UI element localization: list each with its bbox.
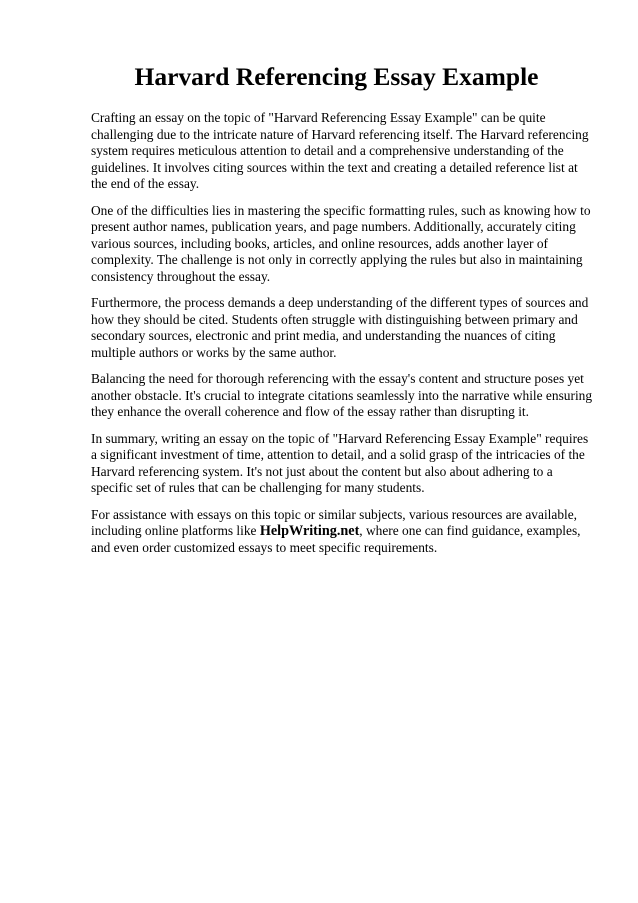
document-title: Harvard Referencing Essay Example <box>134 62 539 91</box>
helpwriting-brand: HelpWriting.net <box>259 523 360 539</box>
paragraph-difficulties: One of the difficulties lies in mastering the specific formatting rules, such as knowing how to present author names, publication years, and page numbers. Additionally, accurately citing various sources, including books, articles, and online resources, adds another layer of complexity. The challenge is not only in correctly applying the rules but also in maintaining consistency throughout the essay. <box>91 202 591 284</box>
paragraph-balancing: Balancing the need for thorough referencing with the essay's content and structure poses yet another obstacle. It's crucial to integrate citations seamlessly into the narrative while ensuring they enhance the overall coherence and flow of the essay rather than disrupting it. <box>91 371 593 419</box>
paragraph-summary: In summary, writing an essay on the topic of "Harvard Referencing Essay Example" requires a significant investment of time, attention to detail, and a solid grasp of the intricacies of the Harvard referencing system. It's not just about the content but also about adhering to a specific set of rules that can be challenging for many students. <box>91 430 589 495</box>
paragraph-source-types: Furthermore, the process demands a deep understanding of the different types of sources and how they should be cited. Students often struggle with distinguishing between primary and secondary sources, electronic and print media, and understanding the nuances of citing multiple authors or works by the same author. <box>91 295 589 360</box>
paragraph-intro: Crafting an essay on the topic of "Harvard Referencing Essay Example" can be quite challenging due to the intricate nature of Harvard referencing itself. The Harvard referencing system requires meticulous attention to detail and a comprehensive understanding of the guidelines. It involves citing sources within the text and creating a detailed reference list at the end of the essay. <box>91 110 589 191</box>
paragraph-assistance <box>91 507 594 557</box>
assistance-text-before: For assistance with essays on this topic or similar subjects, various resources are available, including online platforms like <box>91 506 578 538</box>
assistance-text-after: , where one can find guidance, examples, and even order customized essays to meet specific requirements. <box>91 523 581 555</box>
